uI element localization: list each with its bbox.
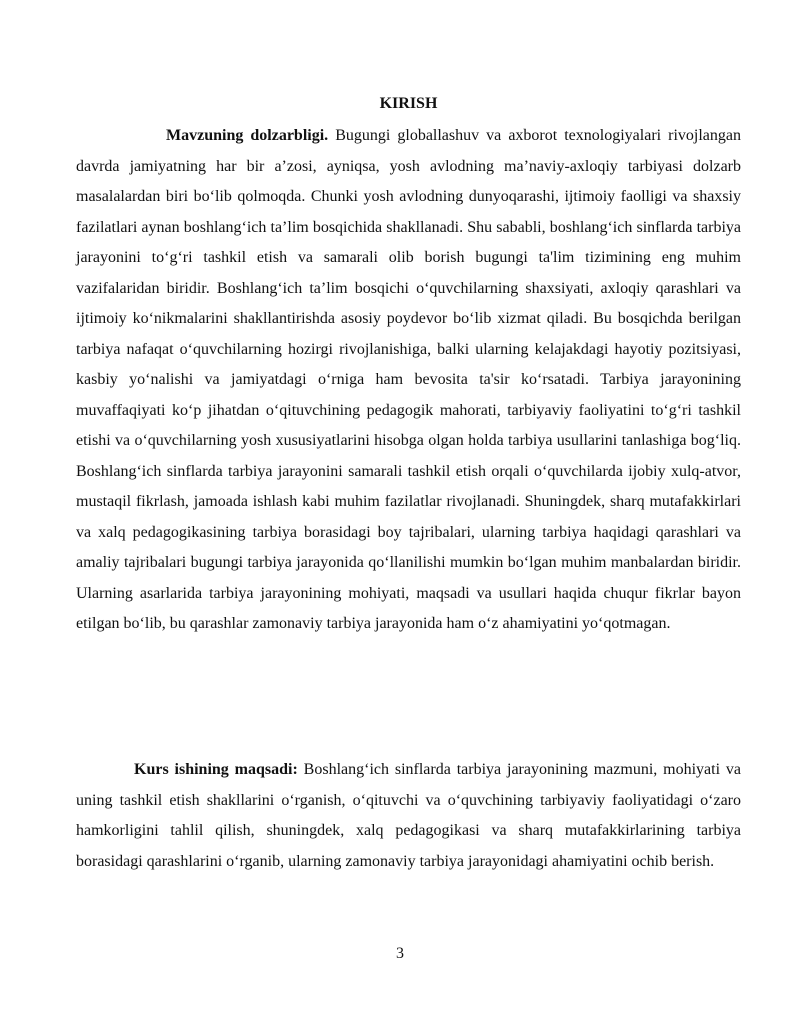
relevance-lead: Mavzuning dolzarbligi. bbox=[166, 127, 329, 144]
goal-lead: Kurs ishining maqsadi: bbox=[134, 761, 298, 778]
section-heading: KIRISH bbox=[379, 95, 438, 112]
goal-text: Boshlang‘ich sinflarda tarbiya jarayonining mazmuni, mohiyati va uning tashkil etish shakllarini o‘rganish, o‘qituvchi va o‘quvchining tarbiyaviy faoliyatidagi o‘zaro hamkorligini tahlil qilish, shuningdek, xalq pedagogikasi va sharq mutafakkirlarining tarbiya borasidagi qarashlarini o‘rganib, ularning zamonaviy tarbiya jarayonidagi ahamiyatini ochib berish. bbox=[76, 761, 741, 870]
relevance-paragraph bbox=[76, 121, 741, 640]
relevance-text: Bugungi globallashuv va axborot texnologiyalari rivojlangan davrda jamiyatning har bir a’zosi, ayniqsa, yosh avlodning ma’naviy-axloqiy tarbiyasi dolzarb masalalardan biri bo‘lib qolmoqda. Chunki yosh avlodning dunyoqarashi, ijtimoiy faolligi va shaxsiy fazilatlari aynan boshlang‘ich ta’lim bosqichida shakllanadi. Shu sababli, boshlang‘ich sinflarda tarbiya jarayonini to‘g‘ri tashkil etish va samarali olib borish bugungi ta'lim tizimining eng muhim vazifalaridan biridir. Boshlang‘ich ta’lim bosqichi o‘quvchilarning shaxsiyati, axloqiy qarashlari va ijtimoiy ko‘nikmalarini shakllantirishda asosiy poydevor bo‘lib xizmat qiladi. Bu bosqichda berilgan tarbiya nafaqat o‘quvchilarning hozirgi rivojlanishiga, balki ularning kelajakdagi hayotiy pozitsiyasi, kasbiy yo‘nalishi va jamiyatdagi o‘rniga ham bevosita ta'sir ko‘rsatadi. Tarbiya jarayonining muvaffaqiyati ko‘p jihatdan o‘qituvchining pedagogik mahorati, tarbiyaviy faoliyatini to‘g‘ri tashkil etishi va o‘quvchilarning yosh xususiyatlarini hisobga olgan holda tarbiya usullarini tanlashiga bog‘liq. Boshlang‘ich sinflarda tarbiya jarayonini samarali tashkil etish orqali o‘quvchilarda ijobiy xulq-atvor, mustaqil fikrlash, jamoada ishlash kabi muhim fazilatlar rivojlanadi. Shuningdek, sharq mutafakkirlari va xalq pedagogikasining tarbiya borasidagi boy tajribalari, ularning tarbiya haqidagi qarashlari va amaliy tajribalari bugungi tarbiya jarayonida qo‘llanilishi mumkin bo‘lgan muhim manbalardan biridir. Ularning asarlarida tarbiya jarayonining mohiyati, maqsadi va usullari haqida chuqur fikrlar bayon etilgan bo‘lib, bu qarashlar zamonaviy tarbiya jarayonida ham o‘z ahamiyatini yo‘qotmagan. bbox=[76, 127, 741, 632]
goal-paragraph bbox=[76, 755, 741, 877]
page-number: 3 bbox=[396, 945, 404, 962]
